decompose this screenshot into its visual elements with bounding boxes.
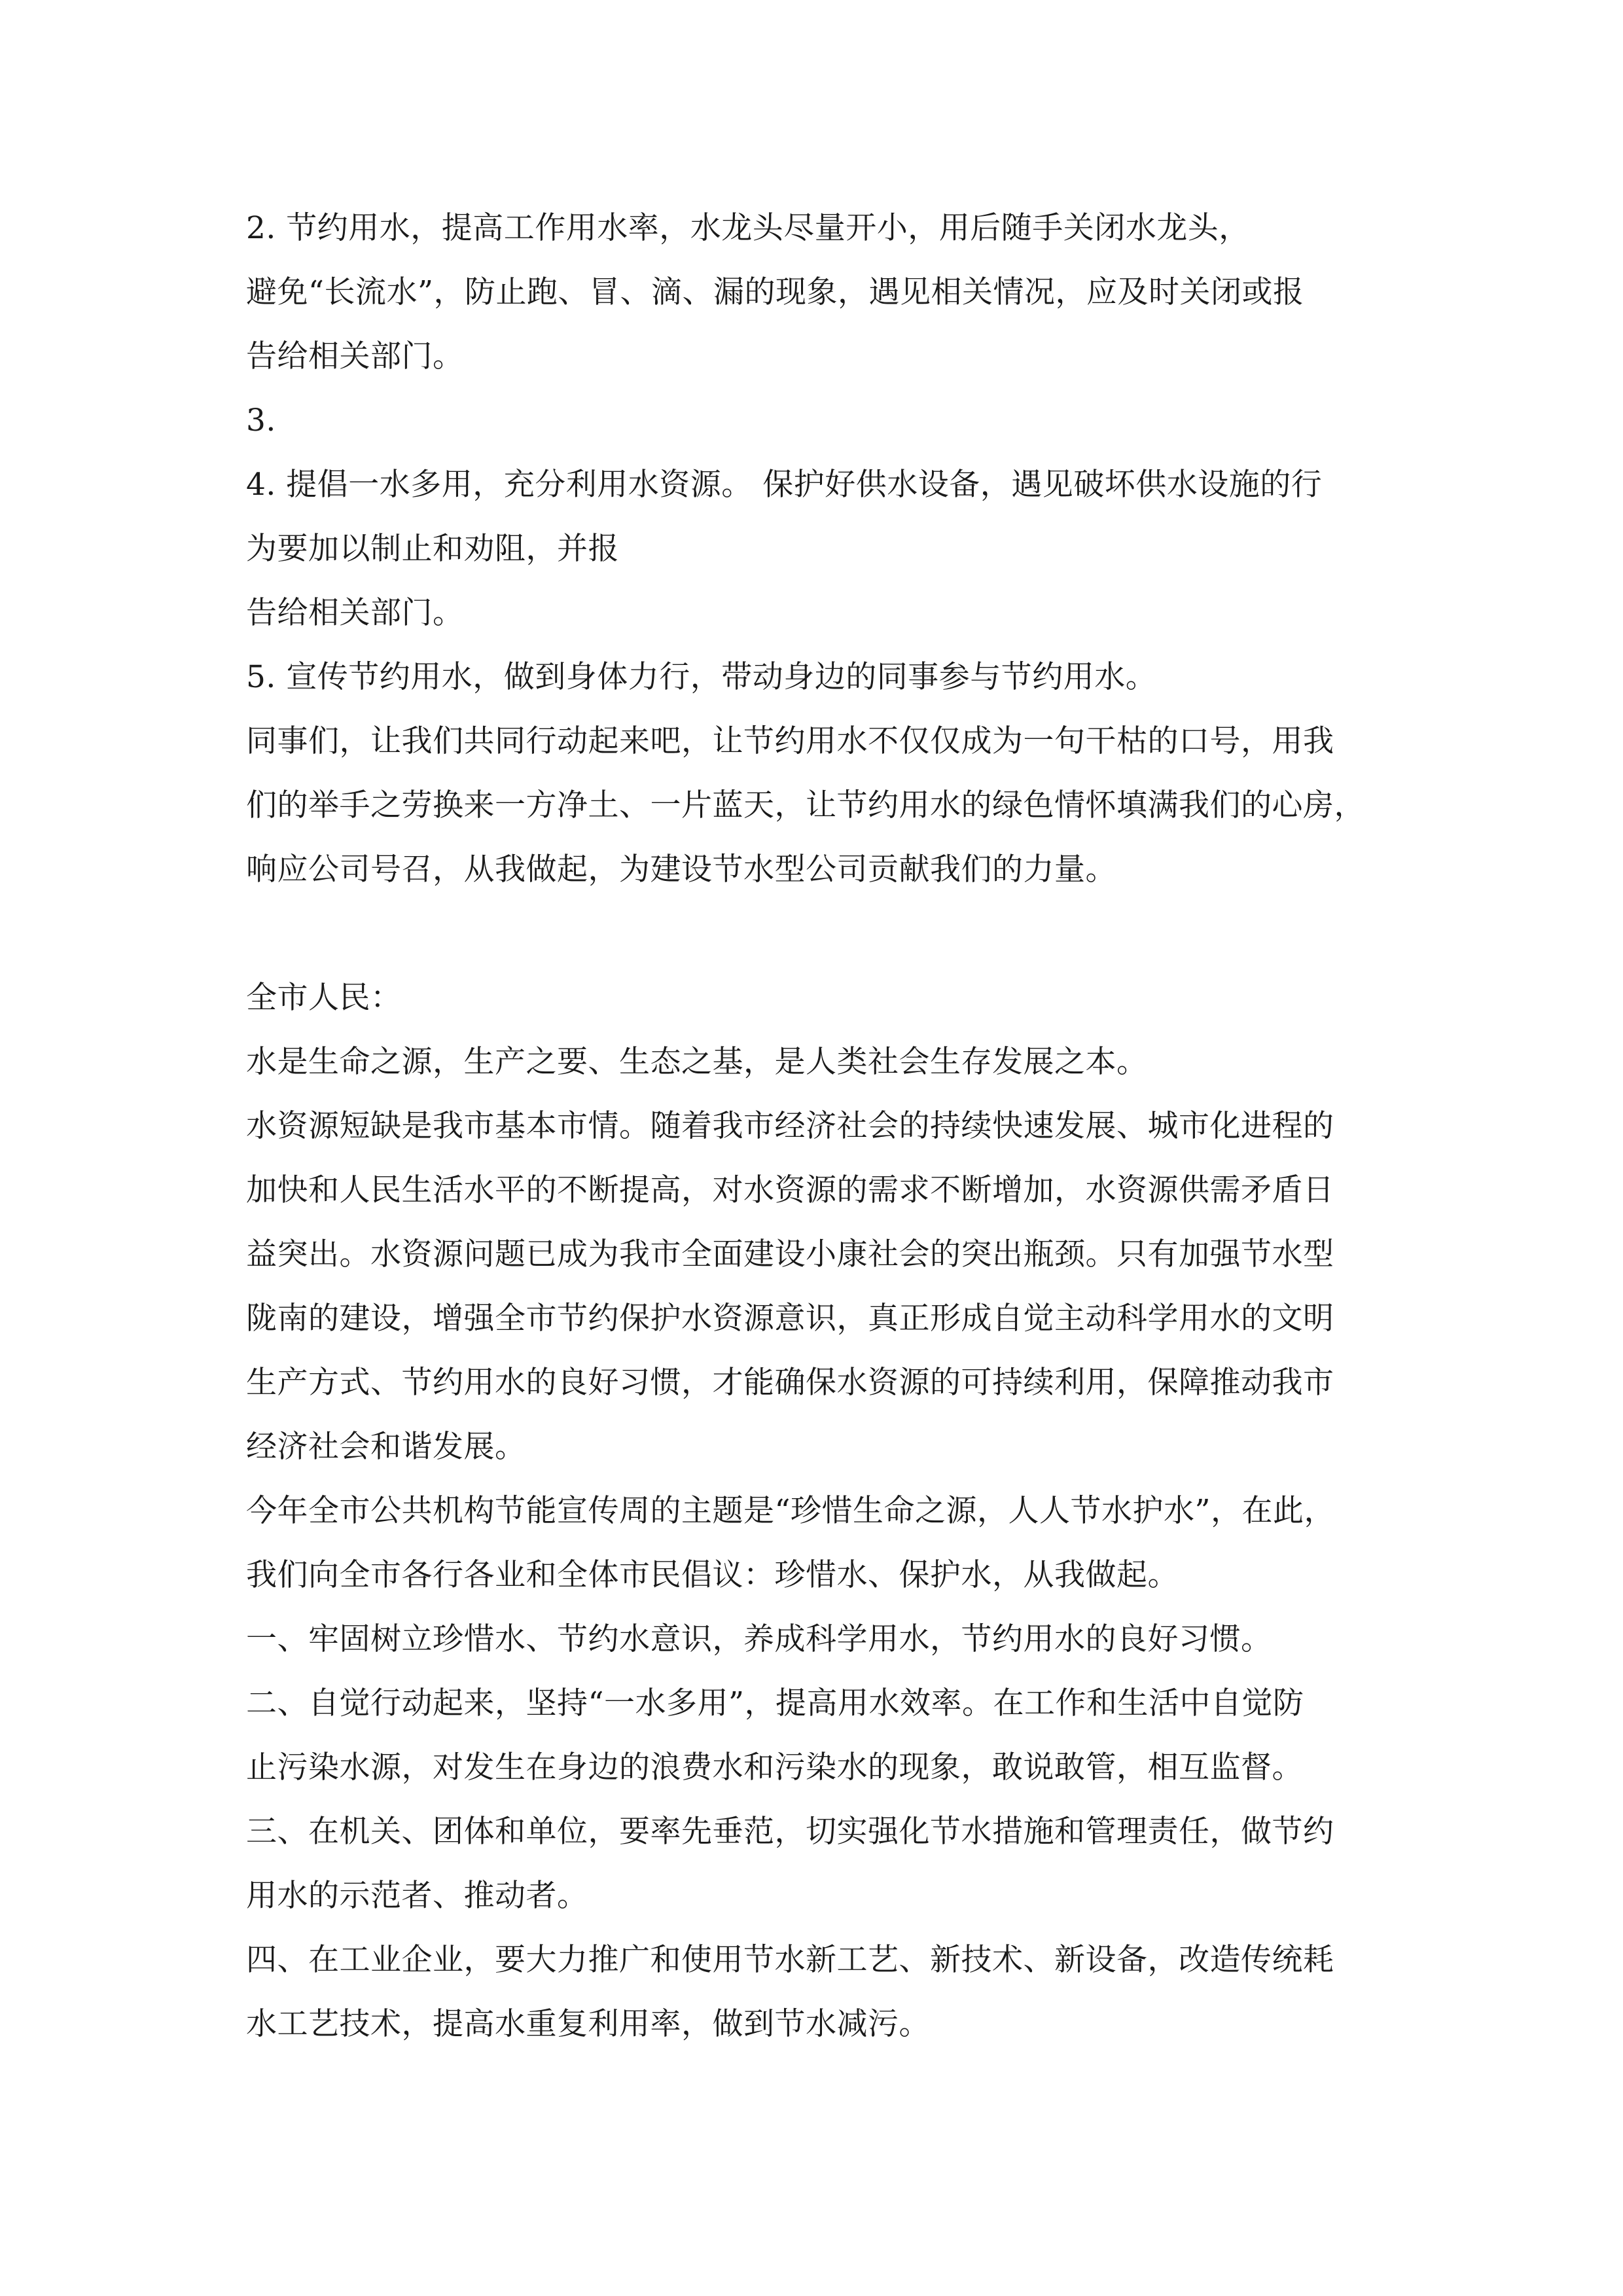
- text-line: 四、在工业企业，要大力推广和使用节水新工艺、新技术、新设备，改造传统耗: [246, 1942, 1334, 1978]
- text-line: 水是生命之源，生产之要、生态之基，是人类社会生存发展之本。: [246, 1044, 1148, 1080]
- text-line: 告给相关部门。: [246, 595, 464, 631]
- salutation: 全市人民：: [246, 980, 402, 1016]
- text-line: 响应公司号召，从我做起，为建设节水型公司贡献我们的力量。: [246, 852, 1116, 888]
- text-line: 益突出。水资源问题已成为我市全面建设小康社会的突出瓶颈。只有加强节水型: [246, 1236, 1334, 1272]
- text-line: 避免“长流水”，防止跑、冒、滴、漏的现象，遇见相关情况，应及时关闭或报: [246, 274, 1304, 310]
- text-line: 为要加以制止和劝阻，并报: [246, 531, 619, 567]
- text-line: 们的举手之劳换来一方净土、一片蓝天，让节约用水的绿色情怀填满我们的心房，: [246, 787, 1365, 823]
- text-line: 同事们，让我们共同行动起来吧，让节约用水不仅仅成为一句干枯的口号，用我: [246, 723, 1334, 759]
- text-line: 用水的示范者、推动者。: [246, 1878, 588, 1914]
- text-line: 三、在机关、团体和单位，要率先垂范，切实强化节水措施和管理责任，做节约: [246, 1814, 1334, 1850]
- text-line: 2. 节约用水，提高工作用水率，水龙头尽量开小，用后随手关闭水龙头，: [246, 210, 1250, 246]
- text-line: 3.: [246, 403, 276, 439]
- paragraph-gap: [246, 902, 1385, 966]
- text-line: 陇南的建设，增强全市节约保护水资源意识，真正形成自觉主动科学用水的文明: [246, 1300, 1334, 1336]
- text-line: 二、自觉行动起来，坚持“一水多用”，提高用水效率。在工作和生活中自觉防: [246, 1685, 1304, 1721]
- text-line: 今年全市公共机构节能宣传周的主题是“珍惜生命之源，人人节水护水”，在此，: [246, 1493, 1336, 1529]
- text-line: 加快和人民生活水平的不断提高，对水资源的需求不断增加，水资源供需矛盾日: [246, 1172, 1334, 1208]
- text-line: 止污染水源，对发生在身边的浪费水和污染水的现象，敢说敢管，相互监督。: [246, 1749, 1303, 1785]
- text-line: 我们向全市各行各业和全体市民倡议：珍惜水、保护水，从我做起。: [246, 1557, 1179, 1593]
- text-line: 生产方式、节约用水的良好习惯，才能确保水资源的可持续利用，保障推动我市: [246, 1365, 1334, 1401]
- text-line: 4. 提倡一水多用，充分利用水资源。 保护好供水设备，遇见破坏供水设施的行: [246, 467, 1323, 503]
- section-citywide-proposal: [246, 966, 1385, 2056]
- text-line: 水工艺技术，提高水重复利用率，做到节水减污。: [246, 2006, 930, 2042]
- section-water-saving-measures: [246, 196, 1385, 902]
- text-line: 水资源短缺是我市基本市情。随着我市经济社会的持续快速发展、城市化进程的: [246, 1108, 1334, 1144]
- text-line: 经济社会和谐发展。: [246, 1429, 526, 1465]
- text-line: 告给相关部门。: [246, 338, 464, 374]
- text-line: 一、牢固树立珍惜水、节约水意识，养成科学用水，节约用水的良好习惯。: [246, 1621, 1272, 1657]
- text-line: 5. 宣传节约用水，做到身体力行，带动身边的同事参与节约用水。: [246, 659, 1157, 695]
- document-body: [246, 196, 1385, 2056]
